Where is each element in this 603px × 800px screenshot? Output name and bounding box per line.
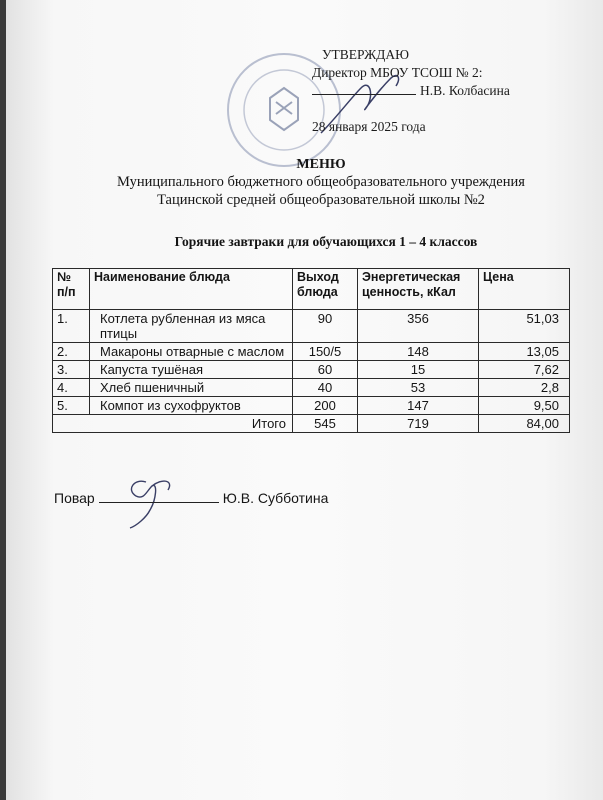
cell-energy: 148 — [358, 343, 479, 361]
approval-heading: УТВЕРЖДАЮ — [322, 47, 410, 62]
org-line-2: Тацинской средней общеобразовательной школы №2 — [157, 192, 485, 208]
cell-price: 13,05 — [479, 343, 570, 361]
cell-price: 2,8 — [479, 379, 570, 397]
cell-price: 51,03 — [479, 310, 570, 343]
director-name: Н.В. Колбасина — [420, 83, 510, 98]
cell-price: 9,50 — [479, 397, 570, 415]
cell-price: 7,62 — [479, 361, 570, 379]
cell-name: Хлеб пшеничный — [90, 379, 293, 397]
total-energy: 719 — [358, 415, 479, 433]
total-output: 545 — [293, 415, 358, 433]
approval-position: Директор МБОУ ТСОШ № 2: — [312, 65, 483, 80]
cell-name: Капуста тушёная — [90, 361, 293, 379]
header-price: Цена — [479, 269, 570, 310]
cell-name: Компот из сухофруктов — [90, 397, 293, 415]
table-row — [53, 343, 570, 361]
header-name: Наименование блюда — [90, 269, 293, 310]
total-label: Итого — [53, 415, 293, 433]
cell-num: 1. — [53, 310, 90, 343]
table-row — [53, 310, 570, 343]
table-row — [53, 379, 570, 397]
org-line-1: Муниципального бюджетного общеобразовательного учреждения — [117, 174, 525, 190]
cook-label: Повар — [54, 490, 95, 506]
cell-energy: 147 — [358, 397, 479, 415]
menu-subtitle: Горячие завтраки для обучающихся 1 – 4 классов — [174, 234, 478, 249]
cell-output: 60 — [293, 361, 358, 379]
header-num: № п/п — [53, 269, 90, 310]
page-title: МЕНЮ — [296, 157, 346, 172]
title-block — [76, 156, 566, 209]
cell-num: 5. — [53, 397, 90, 415]
approval-date: 28 января 2025 года — [312, 119, 426, 134]
cell-output: 150/5 — [293, 343, 358, 361]
cook-line — [54, 490, 328, 506]
cell-num: 4. — [53, 379, 90, 397]
cell-output: 200 — [293, 397, 358, 415]
cell-energy: 356 — [358, 310, 479, 343]
cell-output: 40 — [293, 379, 358, 397]
cell-num: 3. — [53, 361, 90, 379]
cell-energy: 15 — [358, 361, 479, 379]
document-page — [6, 0, 603, 800]
approval-name-line — [312, 82, 510, 100]
table-row — [53, 361, 570, 379]
table-row — [53, 397, 570, 415]
cell-output: 90 — [293, 310, 358, 343]
cook-name: Ю.В. Субботина — [222, 490, 329, 506]
header-energy: Энергетическая ценность, кКал — [358, 269, 479, 310]
header-output: Выход блюда — [293, 269, 358, 310]
cell-name: Макароны отварные с маслом — [90, 343, 293, 361]
cell-num: 2. — [53, 343, 90, 361]
total-price: 84,00 — [479, 415, 570, 433]
table-header-row — [53, 269, 570, 310]
menu-table — [52, 268, 570, 433]
cell-energy: 53 — [358, 379, 479, 397]
cell-name: Котлета рубленная из мяса птицы — [90, 310, 293, 343]
total-row — [53, 415, 570, 433]
